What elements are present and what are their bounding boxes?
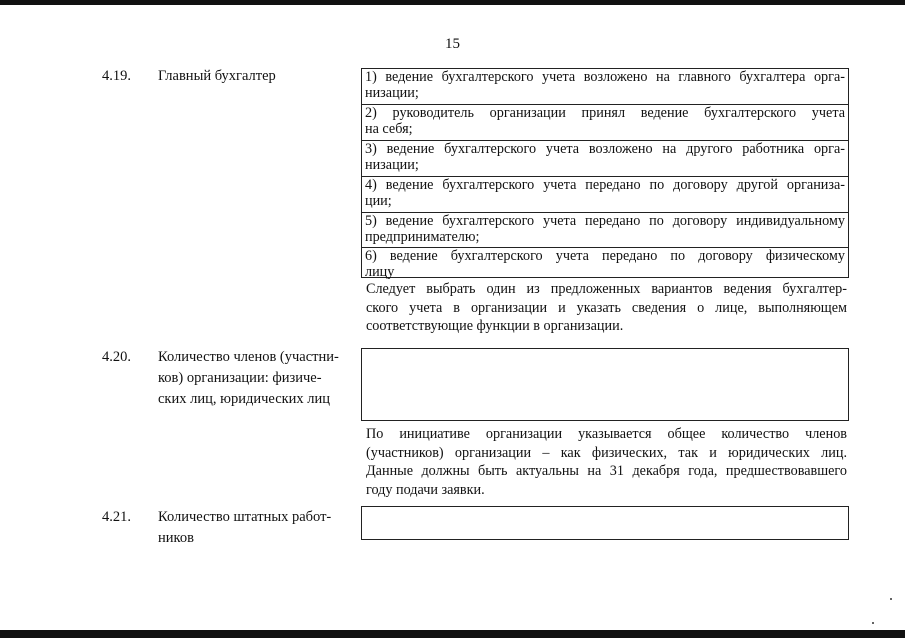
label-line: ников [158, 530, 194, 546]
note-line: По инициативе организации указывается общее количество членов [366, 426, 847, 442]
option-line: 2) руководитель организации принял ведение бухгалтерского учета [365, 105, 845, 121]
option-line: предпринимателю; [365, 229, 480, 245]
item-label-members-count [158, 347, 354, 410]
item-label-chief-accountant [158, 66, 354, 87]
option-line: низации; [365, 85, 419, 101]
item-label-staff-count [158, 507, 354, 549]
option-line: 3) ведение бухгалтерского учета возложено на другого работника орга- [365, 141, 845, 157]
note-line: Следует выбрать один из предложенных вариантов ведения бухгалтер- [366, 281, 847, 297]
option-1[interactable] [362, 69, 848, 105]
page-number: 15 [445, 36, 460, 52]
note-line: соответствующие функции в организации. [366, 318, 624, 334]
note-line: (участников) организации – как физических, так и юридических лиц. [366, 444, 847, 461]
option-line: 5) ведение бухгалтерского учета передано по договору индивидуальному [365, 213, 845, 229]
option-6[interactable] [362, 248, 848, 282]
option-2[interactable] [362, 105, 848, 141]
option-line: низации; [365, 157, 419, 173]
label-line: Главный бухгалтер [158, 68, 276, 84]
option-line: лицу [365, 264, 395, 280]
option-5[interactable] [362, 213, 848, 248]
members-count-input-box[interactable] [361, 348, 849, 421]
bottom-border-rule [0, 630, 905, 638]
option-3[interactable] [362, 141, 848, 177]
scan-speck [890, 598, 892, 600]
option-line: 1) ведение бухгалтерского учета возложено на главного бухгалтера орга- [365, 69, 845, 85]
label-line: ских лиц, юридических лиц [158, 391, 331, 407]
accounting-options-box[interactable] [361, 68, 849, 278]
note-4-20 [366, 425, 847, 499]
option-4[interactable] [362, 177, 848, 213]
item-number-4-21: 4.21. [102, 509, 131, 525]
top-border-rule [0, 0, 905, 5]
option-line: 4) ведение бухгалтерского учета передано по договору другой организа- [365, 177, 845, 193]
option-line: ции; [365, 193, 392, 209]
note-line: ского учета в организации и указать сведения о лице, выполняющем [366, 299, 847, 316]
note-line: Данные должны быть актуальны на 31 декабря года, предшествовавшего [366, 463, 847, 479]
note-4-19 [366, 280, 847, 336]
label-line: ков) организации: физиче- [158, 370, 322, 386]
scan-speck [872, 622, 874, 624]
item-number-4-19: 4.19. [102, 68, 131, 84]
option-line: 6) ведение бухгалтерского учета передано по договору физическому [365, 248, 845, 264]
staff-count-input-box[interactable] [361, 506, 849, 540]
option-line: на себя; [365, 121, 413, 137]
note-line: году подачи заявки. [366, 481, 485, 498]
label-line: Количество штатных работ- [158, 509, 332, 525]
label-line: Количество членов (участни- [158, 349, 339, 365]
item-number-4-20: 4.20. [102, 349, 131, 365]
